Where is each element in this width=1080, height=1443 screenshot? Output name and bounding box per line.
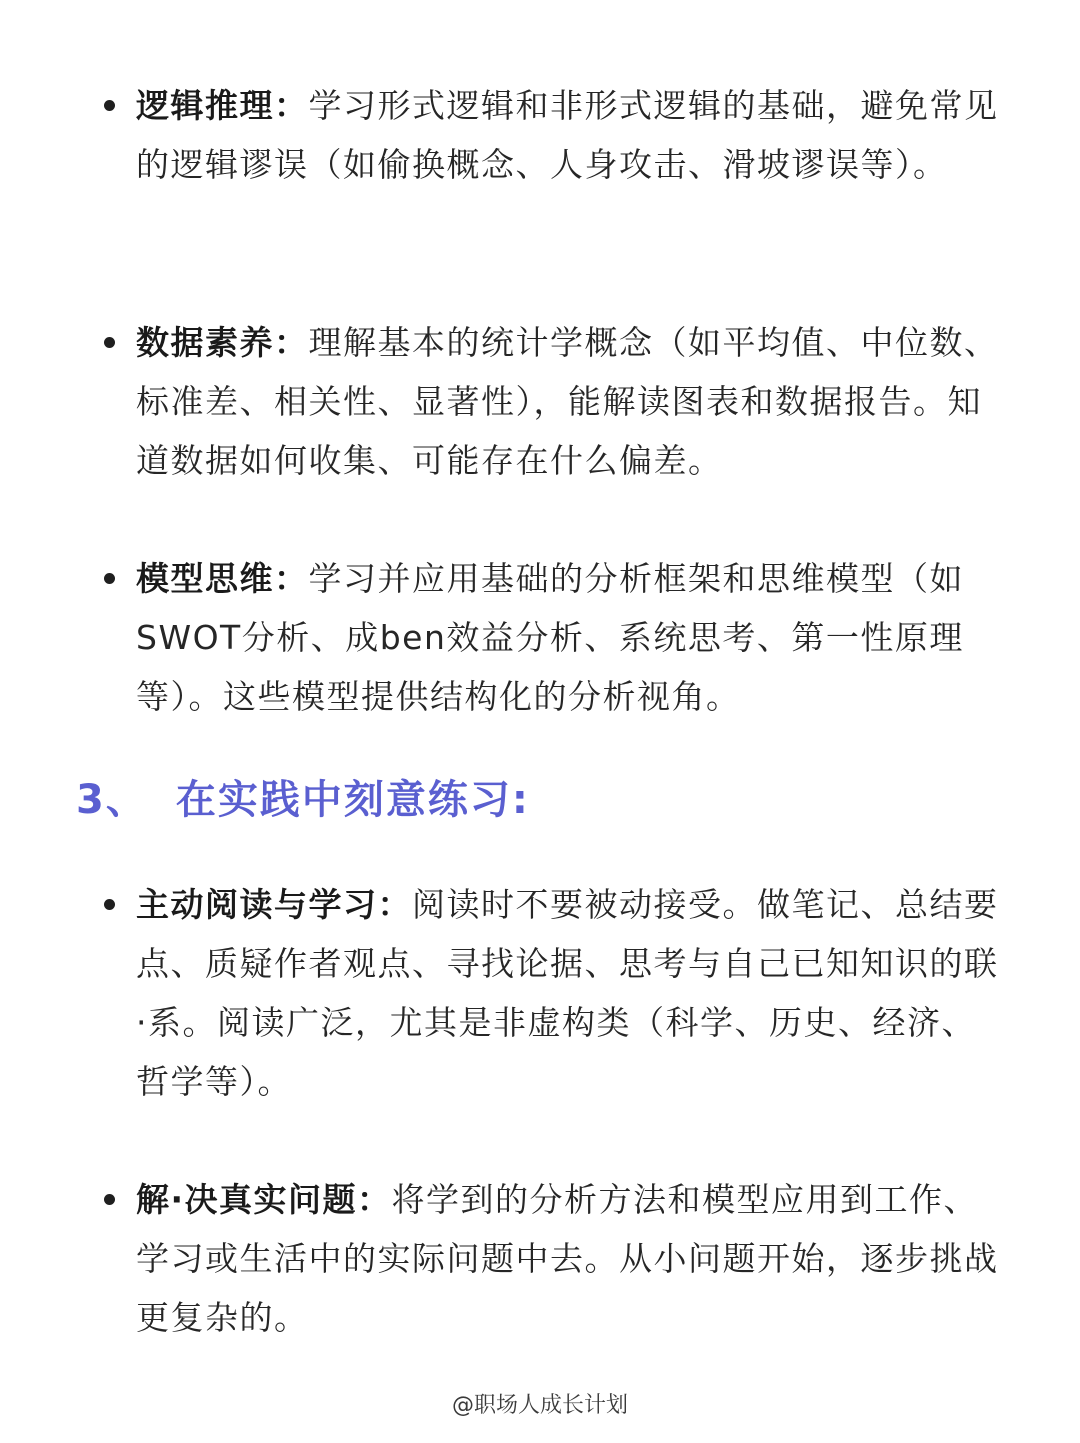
list-item-body: 学习并应用基础的分析框架和思维模型（如SWOT分析、成ben效益分析、系统思考、第一性原理等）。这些模型提供结构化的分析视角。 xyxy=(136,559,964,716)
list-item-model-thinking xyxy=(104,549,1004,726)
list-item-body: 学习形式逻辑和非形式逻辑的基础，避免常见的逻辑谬误（如偷换概念、人身攻击、滑坡谬误等）。 xyxy=(136,86,999,184)
list-item-text xyxy=(136,875,1004,1111)
list-item-text xyxy=(136,313,1004,490)
section-number: 3、 xyxy=(76,777,148,823)
list-item-label: 模型思维： xyxy=(136,559,309,598)
bullet-dot xyxy=(104,573,115,584)
list-item-data-literacy xyxy=(104,313,1004,490)
footer-credit: @职场人成长计划 xyxy=(451,1393,628,1418)
section-heading xyxy=(76,770,530,830)
list-item-label: 解·决真实问题： xyxy=(136,1180,392,1219)
list-item-text xyxy=(136,549,1004,726)
bullet-dot xyxy=(104,899,115,910)
list-item-label: 主动阅读与学习： xyxy=(136,885,412,924)
section-title: 在实践中刻意练习: xyxy=(175,777,530,823)
list-item-body: 将学到的分析方法和模型应用到工作、学习或生活中的实际问题中去。从小问题开始，逐步挑战更复杂的。 xyxy=(136,1180,999,1337)
bullet-dot xyxy=(104,337,115,348)
list-item-real-problems xyxy=(104,1170,1004,1347)
list-item-body: 理解基本的统计学概念（如平均值、中位数、标准差、相关性、显著性），能解读图表和数据报告。知道数据如何收集、可能存在什么偏差。 xyxy=(136,323,999,480)
list-item-active-reading xyxy=(104,875,1004,1111)
bullet-dot xyxy=(104,100,115,111)
list-item-text xyxy=(136,1170,1004,1347)
list-item-body: 阅读时不要被动接受。做笔记、总结要点、质疑作者观点、寻找论据、思考与自己已知知识的联·系。阅读广泛，尤其是非虚构类（科学、历史、经济、哲学等）。 xyxy=(136,885,999,1101)
list-item-text xyxy=(136,76,1004,194)
list-item-label: 逻辑推理： xyxy=(136,86,309,125)
list-item-logic xyxy=(104,76,1004,194)
list-item-label: 数据素养： xyxy=(136,323,309,362)
bullet-dot xyxy=(104,1194,115,1205)
